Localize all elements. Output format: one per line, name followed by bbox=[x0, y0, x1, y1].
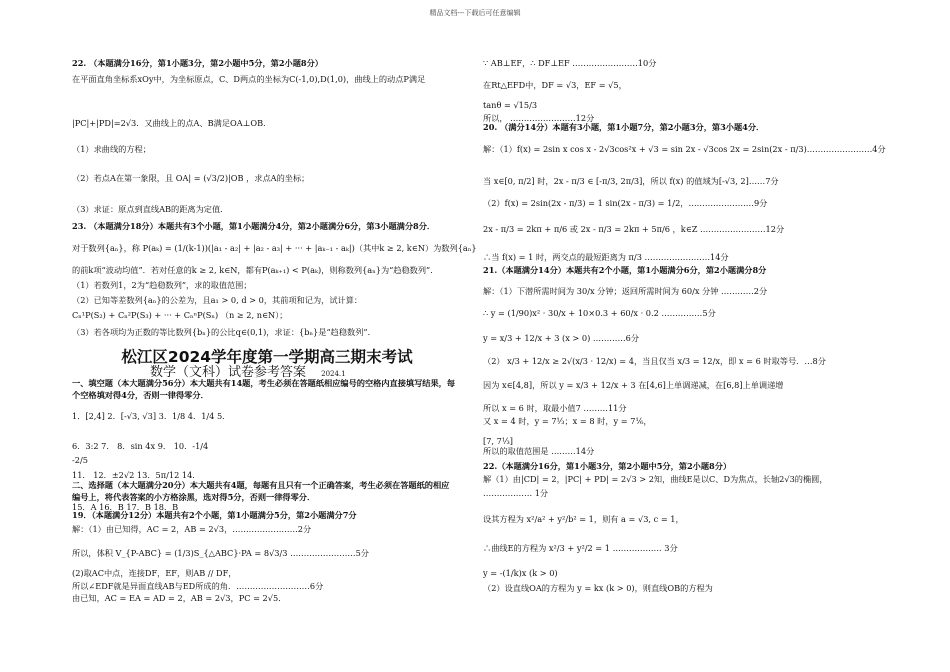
text-line: 6．3:2 7． 8．sin 4x 9． 10．-1/4 bbox=[72, 441, 209, 451]
text-line: 11． 12．±2√2 13．5π/12 14． bbox=[72, 470, 201, 480]
text-line: （2）设直线OA的方程为 y = kx (k > 0)，则直线OB的方程为 bbox=[483, 583, 713, 593]
text-line: 2x - π/3 = 2kπ + π/6 或 2x - π/3 = 2kπ + 5π/6 ，k∈Z ……………………12分 bbox=[483, 224, 785, 234]
text-line: 所以∠EDF就是异面直线AB与ED所成的角．………………………6分 bbox=[72, 581, 324, 591]
text-line: 对于数列{aₙ}，称 P(aₖ) = (1/(k-1))(|a₁ - a₂| + |a₂ - a₃| + ··· + |aₖ₋₁ - aₖ|)（其中k ≥ 2, k∈N）为数列{aₙ} bbox=[72, 243, 477, 253]
text-line: 1．[2,4] 2．[-√3, √3] 3．1/8 4．1/4 5． bbox=[72, 411, 231, 421]
text-line: 当 x∈[0, π/2] 时，2x - π/3 ∈ [-π/3, 2π/3]，所以 f(x) 的值域为[-√3, 2]……7分 bbox=[483, 176, 779, 186]
text-line: ∴ y = (1/90)x² · 30/x + 10×0.3 + 60/x · 0.2 ……………5分 bbox=[483, 308, 716, 318]
text-line: 21.（本题满分14分）本题共有2个小题，第1小题满分6分，第2小题满分8分 bbox=[483, 265, 767, 275]
text-line: 所以，体积 V_{P-ABC} = (1/3)S_{△ABC}·PA = 8√3/3 ……………………5分 bbox=[72, 548, 369, 558]
text-line: （2）若点A在第一象限，且 OA| = (√3/2)|OB ，求点A的坐标； bbox=[72, 173, 310, 183]
text-line: 解：（1）下潜所需时间为 30/x 分钟；返回所需时间为 60/x 分钟 …………2分 bbox=[483, 286, 768, 296]
text-line: 所以的取值范围是 ………14分 bbox=[483, 446, 595, 456]
text-line: 又 x = 4 时，y = 7⅓；x = 8 时，y = 7⅙， bbox=[483, 416, 652, 426]
text-line: 22.（本题满分16分，第1小题3分，第2小题中5分，第2小题8分） bbox=[483, 461, 732, 471]
text-line: 在平面直角坐标系xOy中，为坐标原点，C、D两点的坐标为C(-1,0),D(1,0)，曲线上的动点P满足 bbox=[72, 74, 426, 84]
exam-date: 2024.1 bbox=[321, 370, 346, 378]
text-line: |PC|+|PD|=2√3．又曲线上的点A、B满足OA⊥OB． bbox=[72, 118, 272, 128]
text-line: 由已知，AC = EA = AD = 2，AB = 2√3，PC = 2√5． bbox=[72, 593, 287, 603]
text-line: 解：（1）f(x) = 2sin x cos x - 2√3cos²x + √3 = sin 2x - √3cos 2x = 2sin(2x - π/3)……………………4分 bbox=[483, 144, 886, 154]
text-line: （2） x/3 + 12/x ≥ 2√(x/3 · 12/x) = 4，当且仅当 x/3 = 12/x，即 x = 6 时取等号．…8分 bbox=[483, 356, 826, 366]
text-line: 22. （本题满分16分，第1小题3分，第2小题中5分，第2小题8分） bbox=[72, 58, 323, 68]
text-line: ∴曲线E的方程为 x²/3 + y²/2 = 1 ……………… 3分 bbox=[483, 543, 678, 553]
text-line: [7, 7⅓] bbox=[483, 436, 513, 446]
answer-subtitle bbox=[150, 361, 346, 380]
exam-title: 松江区2024学年度第一学期高三期末考试 bbox=[121, 348, 413, 366]
text-line: 解：（1）由已知得，AC = 2，AB = 2√3，……………………2分 bbox=[72, 524, 312, 534]
text-line: （1）求曲线的方程； bbox=[72, 144, 151, 154]
text-line: 所以， ……………………12分 bbox=[483, 113, 595, 123]
text-line: （3）求证：原点到直线AB的距离为定值． bbox=[72, 204, 229, 214]
text-line: 解（1）由|CD| = 2，|PC| + PD| = 2√3 > 2知，曲线E是以C、D为焦点，长轴2√3的椭圆， bbox=[483, 474, 828, 484]
text-line: 编号上，将代表答案的小方格涂黑，选对得5分，否则一律得零分． bbox=[72, 492, 316, 502]
text-line: 23. （本题满分18分）本题共有3个小题，第1小题满分4分，第2小题满分6分，第3小题满分8分． bbox=[72, 221, 436, 231]
text-line: 20. （满分14分）本题有3小题，第1小题7分，第2小题3分，第3小题4分． bbox=[483, 122, 765, 132]
text-line: 设其方程为 x²/a² + y²/b² = 1，则有 a = √3, c = 1， bbox=[483, 514, 684, 524]
text-line: Cₙ¹P(S₂) + Cₙ²P(S₃) + ··· + CₙⁿP(Sₙ) （n ≥ 2, n∈N）； bbox=[72, 310, 288, 320]
text-line: 个空格填对得4分，否则一律得零分． bbox=[72, 390, 209, 400]
text-line: ∴当 f(x) = 1 时，两交点的最短距离为 π/3 ……………………14分 bbox=[483, 252, 729, 262]
text-line: 19．（本题满分12分）本题共有2个小题，第1小题满分5分，第2小题满分7分 bbox=[72, 510, 357, 520]
text-line: -2/5 bbox=[72, 455, 88, 465]
text-line: 二、选择题（本大题满分20分）本大题共有4题，每题有且只有一个正确答案，考生必须在答题纸的相应 bbox=[72, 480, 450, 490]
text-line: y = x/3 + 12/x + 3 (x > 0) …………6分 bbox=[483, 333, 640, 343]
text-line: （2）已知等差数列{aₙ}的公差为，且a₁ > 0, d > 0，其前项和记为，试计算： bbox=[72, 295, 363, 305]
page-header: 精品文档---下载后可任意编辑 bbox=[429, 9, 521, 17]
exam-subtitle: 数学（文科）试卷参考答案 bbox=[150, 365, 307, 380]
text-line: （3）若各项均为正数的等比数列{bₙ}的公比q∈(0,1)，求证：{bₙ}是“趋稳数列”． bbox=[72, 327, 376, 337]
text-line: （1）若数列1，2为“趋稳数列”，求的取值范围； bbox=[72, 280, 252, 290]
text-line: 因为 x∈[4,8]，所以 y = x/3 + 12/x + 3 在[4,6]上单调递减，在[6,8]上单调递增 bbox=[483, 380, 784, 390]
text-line: ……………… 1分 bbox=[483, 488, 549, 498]
text-line: (2)取AC中点，连接DF，EF，则AB // DF， bbox=[72, 568, 237, 578]
text-line: 的前k项“波动均值”．若对任意的k ≥ 2, k∈N，都有P(aₖ₊₁) < P(aₖ)，则称数列{aₙ}为“趋稳数列”． bbox=[72, 265, 439, 275]
text-line: ∵ AB⊥EF，∴ DF⊥EF ……………………10分 bbox=[483, 58, 657, 68]
text-line: 一、填空题（本大题满分56分）本大题共有14题，考生必须在答题纸相应编号的空格内直接填写结果，每 bbox=[72, 378, 456, 388]
text-line: tanθ = √15/3 bbox=[483, 100, 538, 110]
text-line: y = -(1/k)x (k > 0) bbox=[483, 568, 558, 578]
text-line: 在Rt△EFD中，DF = √3，EF = √5， bbox=[483, 80, 627, 90]
text-line: （2）f(x) = 2sin(2x - π/3) = 1 sin(2x - π/3) = 1/2，……………………9分 bbox=[483, 198, 768, 208]
text-line: 15．A 16．B 17．B 18．B bbox=[72, 502, 179, 512]
text-line: 所以 x = 6 时，取最小值7 ………11分 bbox=[483, 403, 627, 413]
